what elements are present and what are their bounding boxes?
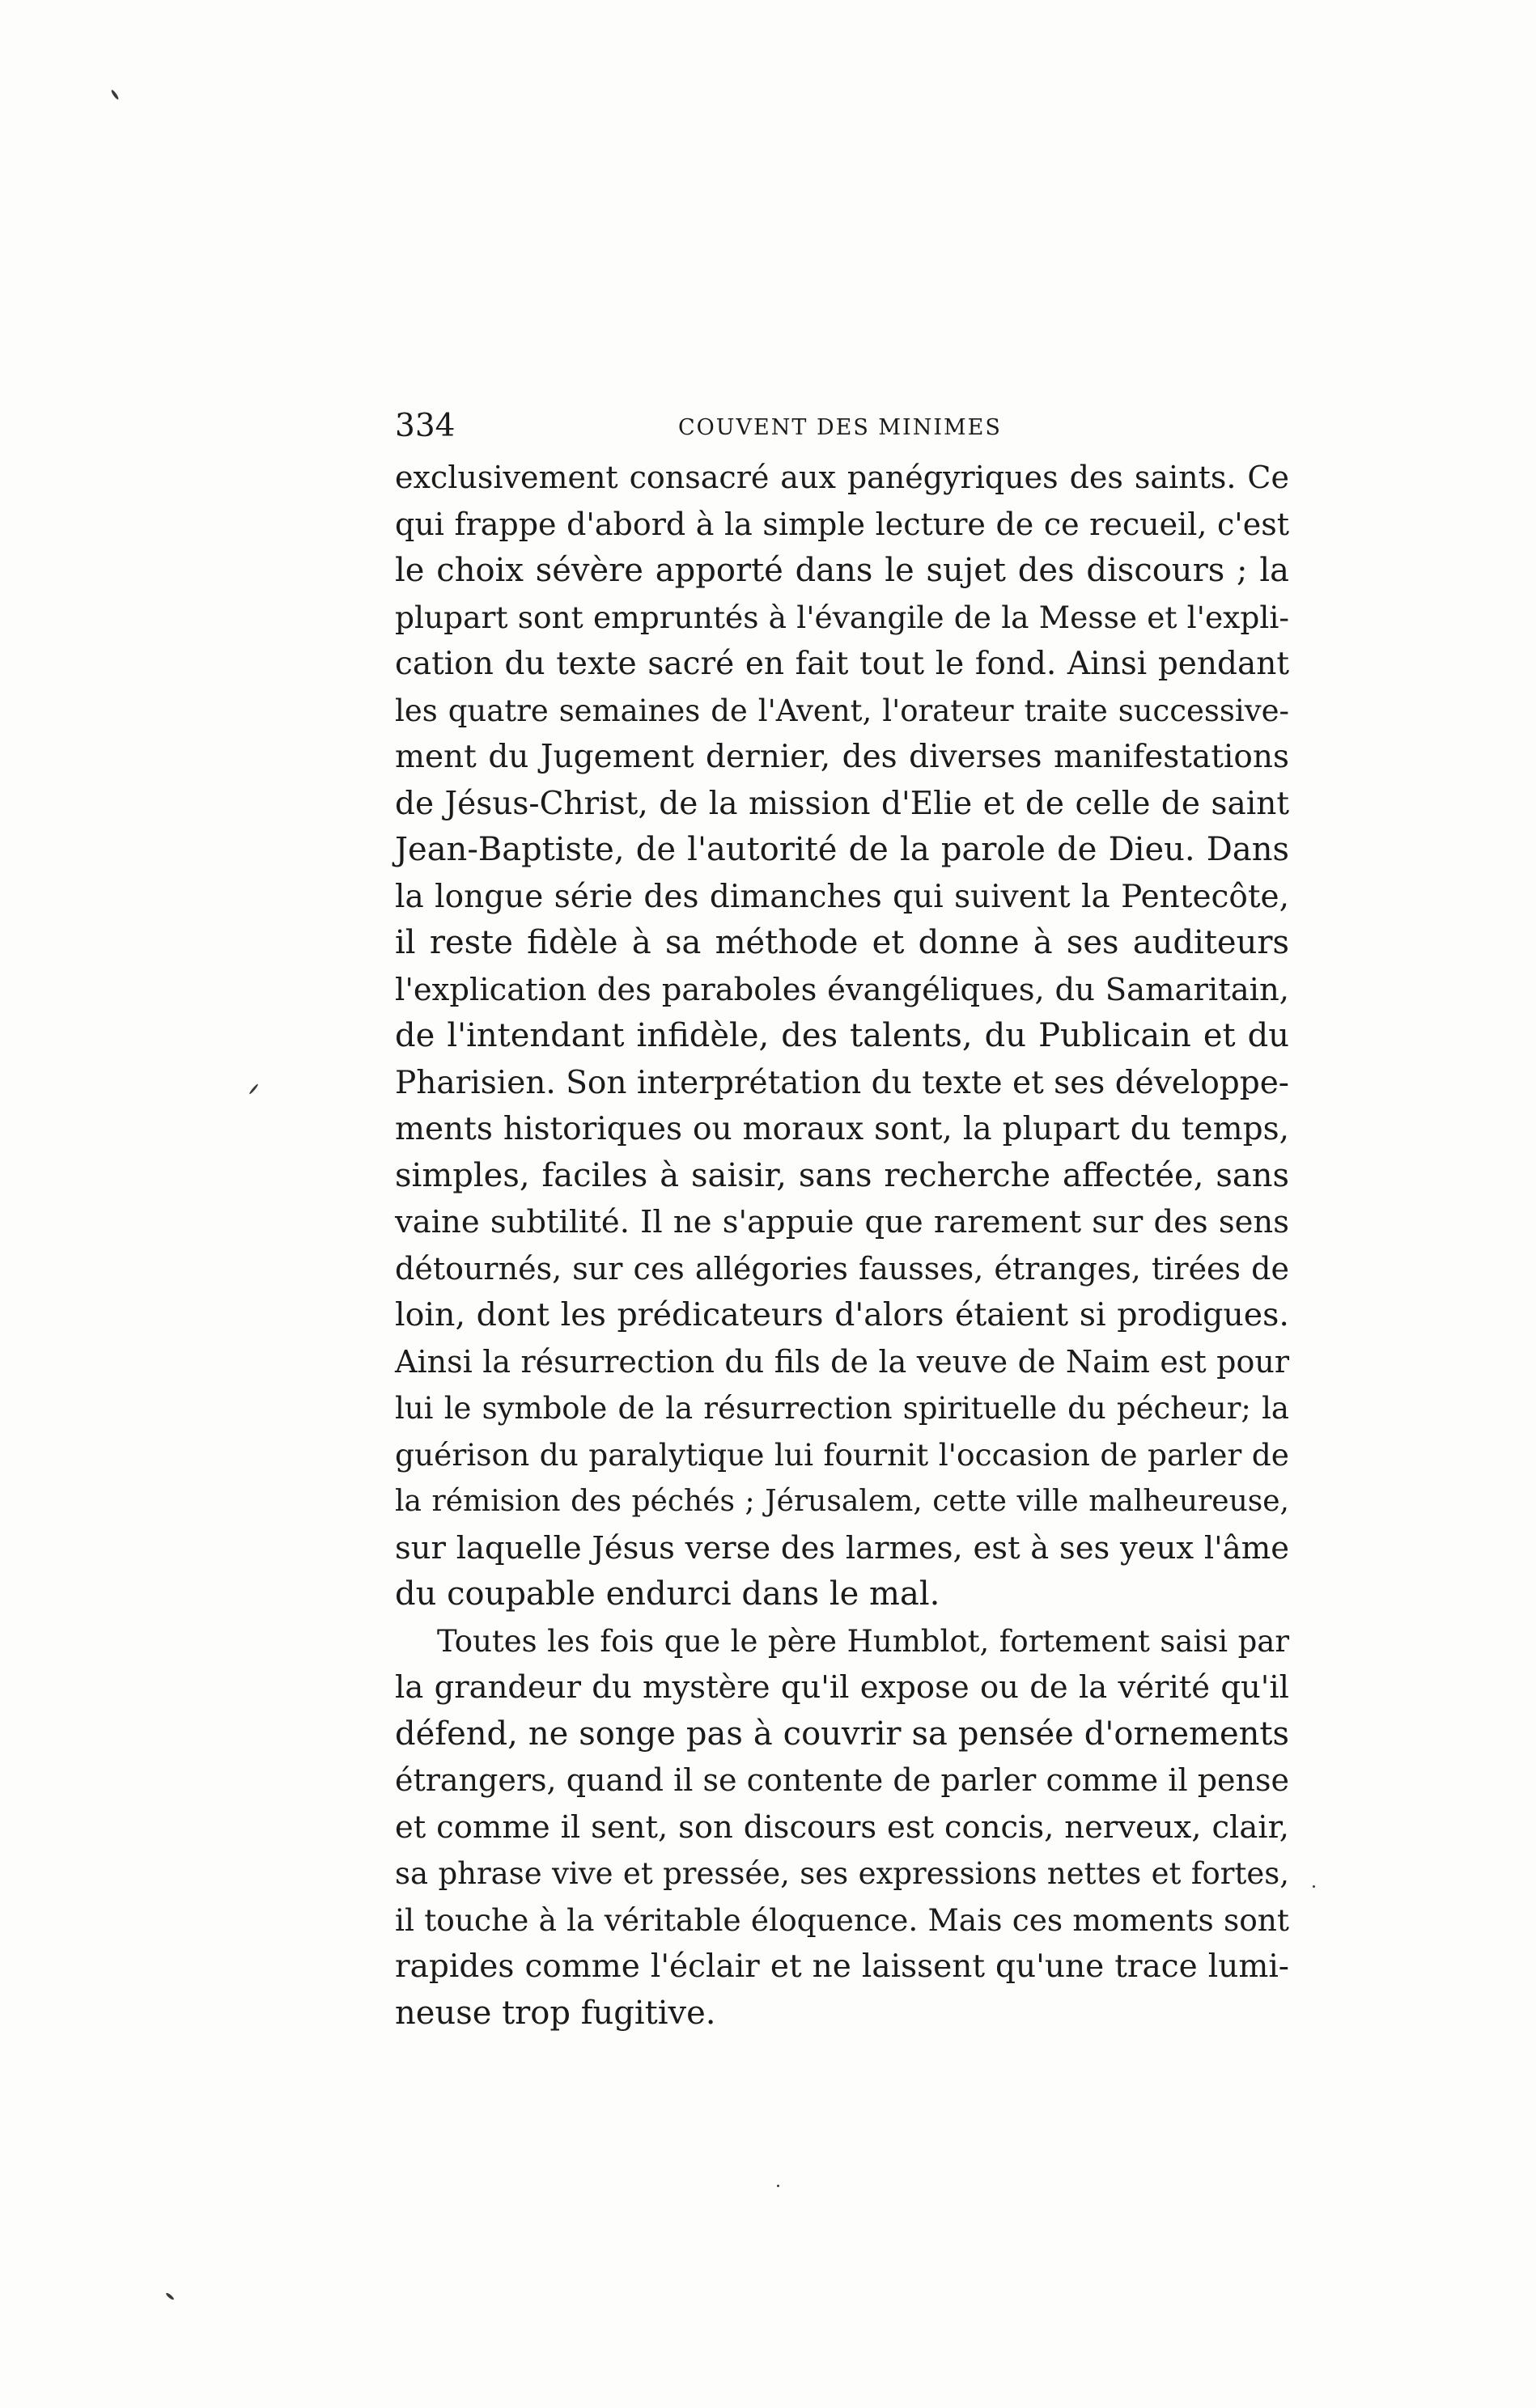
text-line: de Jésus-Christ, de la mission d'Elie et de celle de saint	[395, 785, 1289, 822]
text-line: les quatre semaines de l'Avent, l'orateur traite successive-	[395, 693, 1289, 728]
text-line: l'explication des paraboles évangéliques, du Samaritain,	[395, 971, 1289, 1008]
text-line: Ainsi la résurrection du fils de la veuve de Naim est pour	[395, 1343, 1289, 1380]
text-line: qui frappe d'abord à la simple lecture de ce recueil, c'est	[395, 506, 1289, 542]
text-line: vaine subtilité. Il ne s'appuie que rarement sur des sens	[395, 1204, 1289, 1240]
scan-speck	[248, 1083, 259, 1095]
text-line: Pharisien. Son interprétation du texte et ses développe-	[395, 1064, 1289, 1101]
text-line: il touche à la véritable éloquence. Mais ces moments sont	[395, 1901, 1289, 1938]
body-text	[395, 455, 1289, 2037]
scan-speck	[165, 2292, 175, 2301]
text-line: cation du texte sacré en fait tout le fond. Ainsi pendant	[395, 646, 1289, 682]
scan-speck	[110, 89, 119, 100]
text-line: rapides comme l'éclair et ne laissent qu'une trace lumi-	[395, 1948, 1289, 1985]
paragraph-end-line: du coupable endurci dans le mal.	[395, 1575, 940, 1613]
text-line: exclusivement consacré aux panégyriques des saints. Ce	[395, 460, 1289, 495]
text-line: et comme il sent, son discours est concis, nerveux, clair,	[395, 1808, 1289, 1846]
text-line: ments historiques ou moraux sont, la plupart du temps,	[395, 1111, 1289, 1147]
scan-speck	[1313, 1885, 1315, 1888]
text-line: étrangers, quand il se contente de parler comme il pense	[395, 1762, 1289, 1798]
text-line: détournés, sur ces allégories fausses, étranges, tirées de	[395, 1250, 1289, 1287]
text-line: Jean-Baptiste, de l'autorité de la parole de Dieu. Dans	[395, 831, 1289, 868]
page-number: 334	[395, 408, 456, 444]
scan-speck	[777, 2185, 779, 2187]
text-line: le choix sévère apporté dans le sujet des discours ; la	[395, 552, 1289, 589]
text-line: la longue série des dimanches qui suivent la Pentecôte,	[395, 878, 1289, 915]
running-head	[395, 406, 1289, 447]
text-line: sur laquelle Jésus verse des larmes, est à ses yeux l'âme	[395, 1529, 1289, 1566]
running-title: COUVENT DES MINIMES	[678, 415, 1002, 440]
text-line: la rémision des péchés ; Jérusalem, cette ville malheureuse,	[395, 1485, 1289, 1518]
paragraph-end-line: neuse trop fugitive.	[395, 1994, 716, 2032]
text-line: la grandeur du mystère qu'il expose ou de la vérité qu'il	[395, 1669, 1289, 1706]
text-line: plupart sont empruntés à l'évangile de la Messe et l'expli-	[395, 599, 1289, 635]
text-line: ment du Jugement dernier, des diverses manifestations	[395, 739, 1289, 775]
paragraph-start-line: Toutes les fois que le père Humblot, fortement saisi par	[437, 1623, 1289, 1659]
text-line: loin, dont les prédicateurs d'alors étaient si prodigues.	[395, 1296, 1289, 1333]
text-line: défend, ne songe pas à couvrir sa pensée d'ornements	[395, 1715, 1289, 1753]
text-line: il reste fidèle à sa méthode et donne à ses auditeurs	[395, 924, 1289, 961]
text-line: sa phrase vive et pressée, ses expressions nettes et fortes,	[395, 1856, 1289, 1891]
text-line: guérison du paralytique lui fournit l'occasion de parler de	[395, 1436, 1289, 1473]
text-line: lui le symbole de la résurrection spirituelle du pécheur; la	[395, 1391, 1289, 1426]
text-line: de l'intendant infidèle, des talents, du Publicain et du	[395, 1017, 1289, 1054]
text-line: simples, faciles à saisir, sans recherche affectée, sans	[395, 1156, 1289, 1194]
